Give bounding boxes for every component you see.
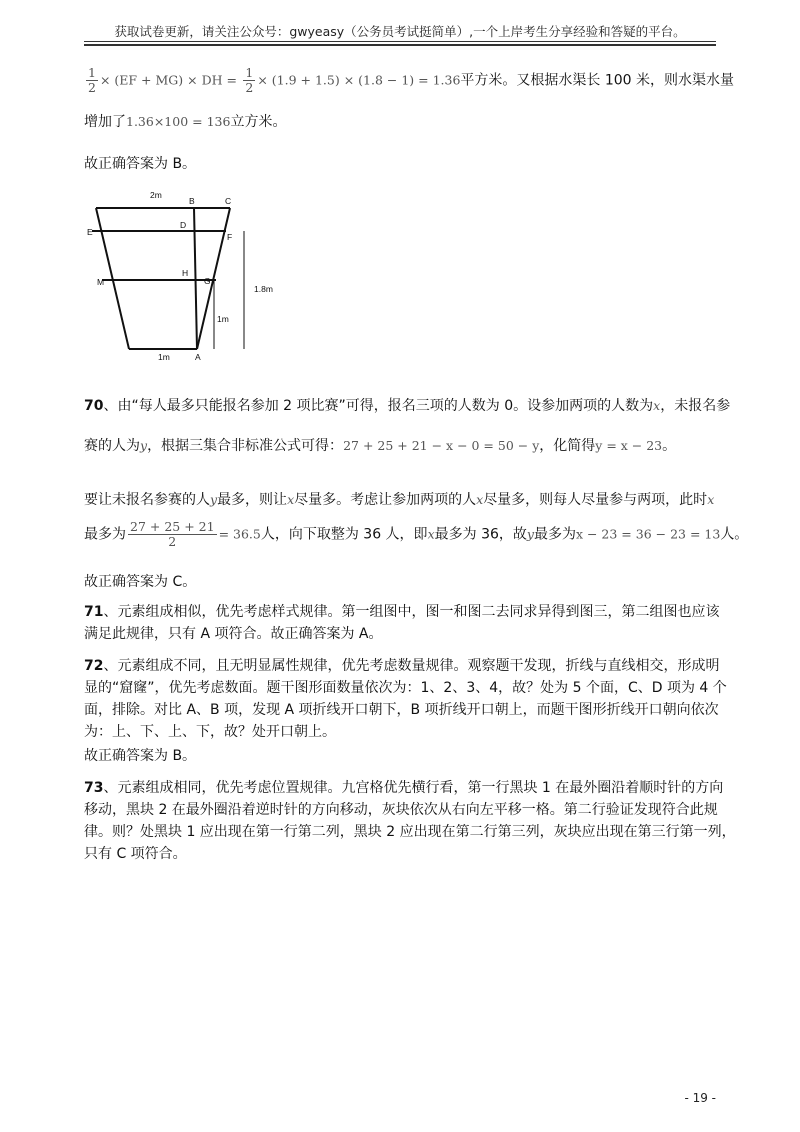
q73-line-4: 只有 C 项符合。 [84,846,187,862]
label-b: B [189,196,195,206]
q70-line-2: 赛的人为y，根据三集合非标准公式可得：27 + 25 + 21 − x − 0 = 50 − y，化简得y = x − 23。 [84,438,677,454]
q70-answer: 故正确答案为 C。 [84,574,197,590]
q72-line-3: 面，排除。对比 A、B 项，发现 A 项折线开口朝下，B 项折线开口朝上，而题干图形折线开口朝向依次 [84,702,719,718]
label-a: A [195,352,201,362]
q70-line-3: 要让未报名参赛的人y最多，则让x尽量多。考虑让参加两项的人x尽量多，则每人尽量参与两项，此时x [84,492,715,508]
label-c: C [225,196,232,206]
label-1m-bottom: 1m [158,352,170,362]
label-d: D [180,220,187,230]
q73-line-1: 73、元素组成相同，优先考虑位置规律。九宫格优先横行看，第一行黑块 1 在最外圈沿着顺时针的方向 [84,780,724,796]
line-ba [194,208,197,349]
page-header: 获取试卷更新，请关注公众号：gwyeasy（公务员考试挺简单）,一个上岸考生分享经验和答疑的平台。 [114,24,686,39]
fraction-half: $\frac{1}{2}$ [88,65,96,95]
q73-number: 73 [84,780,104,796]
fraction-sum: $\frac{27 + 25 + 21}{2}$ [130,519,215,549]
label-1-8m: 1.8m [254,284,273,294]
formula-line [84,66,734,95]
q72-line-4: 为：上、下、上、下，故？处开口朝上。 [84,724,336,740]
label-h: H [182,268,189,278]
answer-line: 故正确答案为 B。 [84,156,197,172]
q71-line-2: 满足此规律，只有 A 项符合。故正确答案为 A。 [84,626,383,642]
q72-number: 72 [84,658,104,674]
page-number: - 19 - [684,1091,716,1105]
formula-tail: 平方米。又根据水渠长 100 米，则水渠水量 [460,72,735,89]
q73-line-2: 移动，黑块 2 在最外圈沿着逆时针的方向移动，灰块依次从右向左平移一格。第二行验证发现符合此规 [84,802,718,818]
header-rule-thick [84,44,716,46]
label-f: F [227,232,233,242]
fraction-half-2: $\frac{1}{2}$ [245,65,254,95]
q70-line-4: 最多为 $\frac{27 + 25 + 21}{2}$ = 36.5人，向下取整为 36 人，即x最多为 36，故y最多为x − 23 = 36 − 23 = 13人。 [84,519,749,549]
q71-number: 71 [84,604,104,620]
q70-number: 70 [84,398,104,414]
q70-line-1: 70、由“每人最多只能报名参加 2 项比赛”可得，报名三项的人数为 0。设参加两项的人数为x，未报名参 [84,398,731,414]
formula-left: × (EF + MG) × DH = [99,72,237,88]
label-1m-vertical: 1m [217,314,229,324]
header-rule [84,41,716,42]
q72-line-2: 显的“窟窿”，优先考虑数面。题干图形面数量依次为：1、2、3、4，故？处为 5 个面，C、D 项为 4 个 [84,680,727,696]
q73-line-3: 律。则？处黑块 1 应出现在第一行第二列，黑块 2 应出现在第二行第三列，灰块应出现在第三行第一列， [84,824,736,840]
volume-line: 增加了1.36×100 = 136立方米。 [84,114,287,130]
label-g: G [204,276,211,286]
trapezoid-diagram [84,185,284,370]
label-m: M [97,277,105,287]
q72-line-1: 72、元素组成不同，且无明显属性规律，优先考虑数量规律。观察题干发现，折线与直线相交，形成明 [84,658,720,674]
formula-right: × (1.9 + 1.5) × (1.8 − 1) = 1.36 [257,72,461,88]
label-2m: 2m [150,190,162,200]
q72-answer: 故正确答案为 B。 [84,748,197,764]
q71-line-1: 71、元素组成相似，优先考虑样式规律。第一组图中，图一和图二去同求异得到图三，第二组图也应该 [84,604,720,620]
label-e: E [87,227,93,237]
